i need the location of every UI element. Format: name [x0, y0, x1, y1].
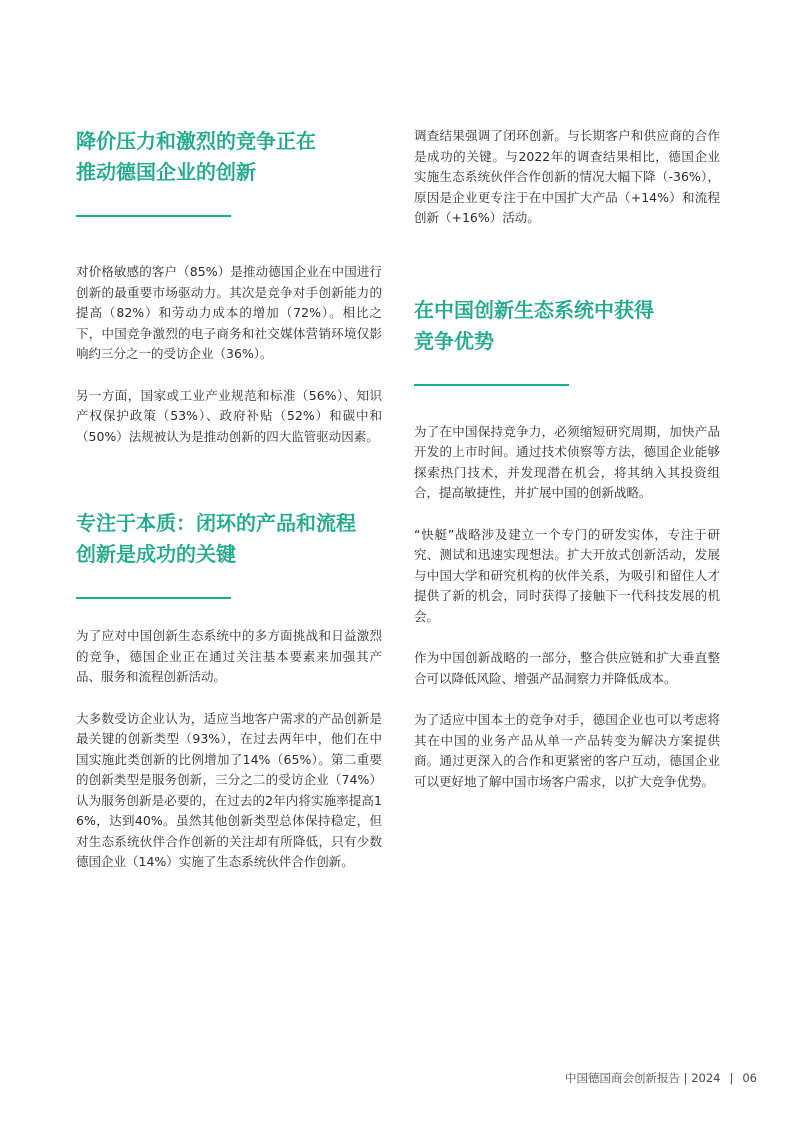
body-paragraph: 对价格敏感的客户（85%）是推动德国企业在中国进行创新的最重要市场驱动力。其次是竞争对手创新能力的提高（82%）和劳动力成本的增加（72%）。相比之下，中国竞争激烈的电子商务和社交媒体营销环境仅影响约三分之一的受访企业（36%）。: [76, 264, 382, 361]
page-footer: [565, 1070, 757, 1086]
body-paragraph: 为了应对中国创新生态系统中的多方面挑战和日益激烈的竞争，德国企业正在通过关注基本要素来加强其产品、服务和流程创新活动。: [76, 628, 382, 684]
section-divider: [76, 597, 231, 599]
body-paragraph: 为了适应中国本土的竞争对手，德国企业也可以考虑将其在中国的业务产品从单一产品转变为解决方案提供商。通过更深入的合作和更紧密的客户互动，德国企业可以更好地了解中国市场客户需求，以扩大竞争优势。: [414, 712, 720, 789]
body-paragraph: 为了在中国保持竞争力，必须缩短研究周期，加快产品开发的上市时间。通过技术侦察等方法，德国企业能够探索热门技术，并发现潜在机会，将其纳入其投资组合，提高敏捷性，并扩展中国的创新战略。: [414, 423, 720, 500]
heading-line: 专注于本质：闭环的产品和流程: [76, 511, 356, 535]
section-divider: [414, 384, 569, 386]
body-paragraph: “快艇”战略涉及建立一个专门的研发实体，专注于研究、测试和迅速实现想法。扩大开放式创新活动，发展与中国大学和研究机构的伙伴关系，为吸引和留住人才提供了新的机会，同时获得了接触下一代科技发展的机会。: [414, 526, 720, 624]
section-heading-focus-essentials: [76, 508, 382, 570]
footer-separator: |: [729, 1071, 734, 1085]
heading-line: 创新是成功的关键: [76, 542, 236, 566]
heading-line: 在中国创新生态系统中获得: [414, 297, 654, 322]
left-column: [76, 126, 382, 873]
section-heading-price-pressure: [76, 126, 382, 188]
heading-line: 推动德国企业的创新: [76, 160, 256, 184]
heading-line: 竞争优势: [414, 328, 494, 353]
section-heading-competitive-advantage: [414, 295, 720, 357]
section-divider: [76, 215, 231, 217]
report-title: 中国德国商会创新报告 | 2024: [565, 1071, 721, 1085]
body-paragraph: 大多数受访企业认为，适应当地客户需求的产品创新是最关键的创新类型（93%），在过去两年中，他们在中国实施此类创新的比例增加了14%（65%）。第二重要的创新类型是服务创新，三分之二的受访企业（74%）认为服务创新是必要的，在过去的2年内将实施率提高16%，达到40%。虽然其他创新类型总体保持稳定，但对生态系统伙伴合作创新的关注却有所降低，只有少数德国企业（14%）实施了生态系统伙伴合作创新。: [76, 710, 382, 869]
page-number: 06: [742, 1071, 757, 1085]
body-paragraph: 作为中国创新战略的一部分，整合供应链和扩大垂直整合可以降低风险、增强产品洞察力并降低成本。: [414, 650, 720, 686]
heading-line: 降价压力和激烈的竞争正在: [76, 129, 316, 153]
body-paragraph: 调查结果强调了闭环创新。与长期客户和供应商的合作是成功的关键。与2022年的调查结果相比，德国企业实施生态系统伙伴合作创新的情况大幅下降（-36%），原因是企业更专注于在中国扩大产品（+14%）和流程创新（+16%）活动。: [414, 128, 720, 225]
body-paragraph: 另一方面，国家或工业产业规范和标准（56%）、知识产权保护政策（53%）、政府补贴（52%）和碳中和（50%）法规被认为是推动创新的四大监管驱动因素。: [76, 387, 382, 444]
right-column: [414, 126, 720, 792]
